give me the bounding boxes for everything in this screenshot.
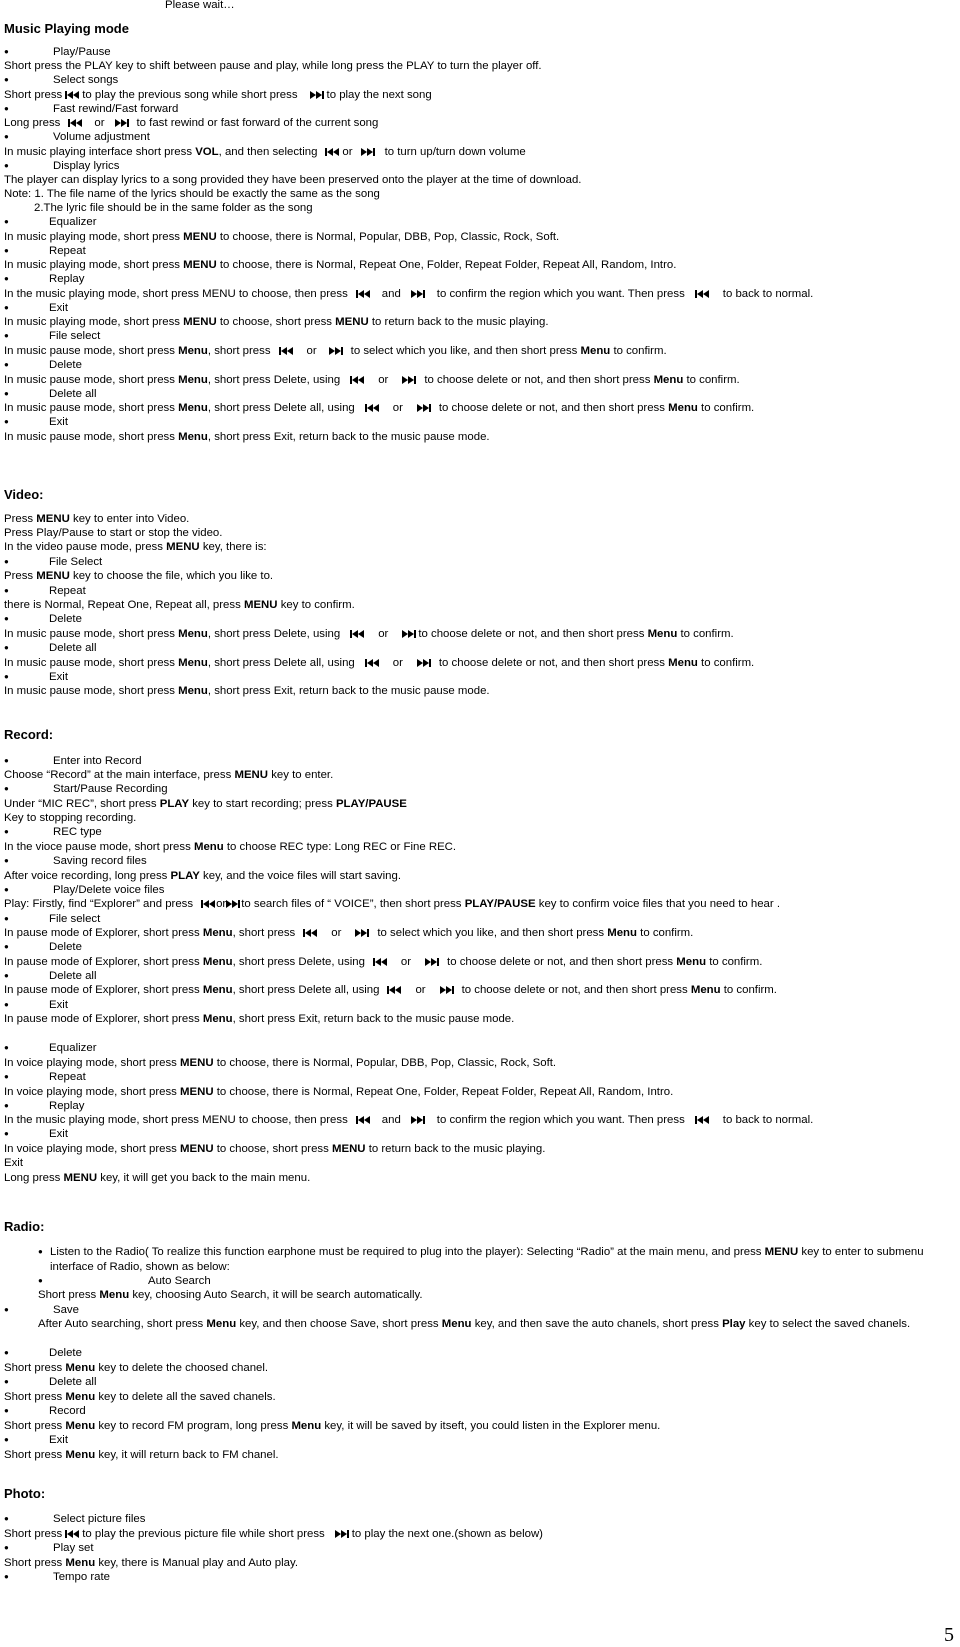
bullet-radio-record: ● Record <box>4 1404 86 1419</box>
skip-forward-icon <box>411 289 425 299</box>
record-exit-3-text: Long press MENU key, it will get you back to the main menu. <box>4 1172 311 1184</box>
bullet-record-file-select: ● File select <box>4 912 100 927</box>
replay-text: In the music playing mode, short press MENU to choose, then press and to confirm the region which you want. Then press to back to normal. <box>4 288 814 300</box>
bullet-record-exit-2: ● Exit <box>4 1127 68 1142</box>
record-exit-text: In pause mode of Explorer, short press Menu, short press Exit, return back to the music pause mode. <box>4 1013 515 1025</box>
video-delete-all-text: In music pause mode, short press Menu, short press Delete all, using or to choose delete or not, and then short press Menu to confirm. <box>4 657 755 669</box>
radio-delete-all-text: Short press Menu key to delete all the saved chanels. <box>4 1391 276 1403</box>
skip-back-icon <box>387 985 401 995</box>
skip-forward-icon <box>226 899 240 909</box>
bullet-fast-forward: ● Fast rewind/Fast forward <box>4 102 178 117</box>
skip-back-icon <box>303 928 317 938</box>
record-equalizer-text: In voice playing mode, short press MENU to choose, there is Normal, Popular, DBB, Pop, Classic, Rock, Soft. <box>4 1057 557 1069</box>
bullet-rec-type: ● REC type <box>4 825 102 840</box>
lyrics-text: The player can display lyrics to a song provided they have been preserved onto the player at the time of download. <box>4 174 582 186</box>
bullet-replay: ● Replay <box>4 272 84 287</box>
skip-back-icon <box>695 289 709 299</box>
save-text: After Auto searching, short press Menu key, and then choose Save, short press Menu key, and then save the auto chanels, short press Play key to select the saved chanels. <box>38 1318 911 1330</box>
lyrics-note-1: Note: 1. The file name of the lyrics should be exactly the same as the song <box>4 188 380 200</box>
bullet-radio-exit: ● Exit <box>4 1433 68 1448</box>
rec-type-text: In the vioce pause mode, short press Menu to choose REC type: Long REC or Fine REC. <box>4 841 457 853</box>
skip-back-icon <box>373 957 387 967</box>
skip-forward-icon <box>417 658 431 668</box>
page-number: 5 <box>944 1624 954 1646</box>
record-repeat-text: In voice playing mode, short press MENU to choose, there is Normal, Repeat One, Folder, Repeat Folder, Repeat All, Random, Intro. <box>4 1086 674 1098</box>
skip-forward-icon <box>402 629 416 639</box>
play-delete-voice-text: Play: Firstly, find “Explorer” and press or to search files of “ VOICE”, then short press PLAY/PAUSE key to confirm voice files that you need to hear . <box>4 898 780 910</box>
skip-forward-icon <box>310 90 324 100</box>
skip-back-icon <box>365 658 379 668</box>
skip-back-icon <box>356 289 370 299</box>
skip-forward-icon <box>335 1529 349 1539</box>
equalizer-text: In music playing mode, short press MENU to choose, there is Normal, Popular, DBB, Pop, Classic, Rock, Soft. <box>4 231 560 243</box>
saving-record-text: After voice recording, long press PLAY key, and the voice files will start saving. <box>4 870 401 882</box>
select-songs-text: Short press to play the previous song while short press to play the next song <box>4 89 432 101</box>
bullet-delete: ● Delete <box>4 358 82 373</box>
skip-back-icon <box>695 1115 709 1125</box>
video-section-title: Video: <box>4 487 44 502</box>
record-delete-text: In pause mode of Explorer, short press Menu, short press Delete, using or to choose delete or not, and then short press Menu to confirm. <box>4 956 763 968</box>
bullet-record-replay: ● Replay <box>4 1099 84 1114</box>
exit-pause-text: In music pause mode, short press Menu, short press Exit, return back to the music pause mode. <box>4 431 490 443</box>
enter-record-text: Choose “Record” at the main interface, press MENU key to enter. <box>4 769 334 781</box>
bullet-select-songs: ● Select songs <box>4 73 118 88</box>
bullet-file-select: ● File select <box>4 329 100 344</box>
bullet-equalizer: ● Equalizer <box>4 215 97 230</box>
start-recording-text: Under “MIC REC”, short press PLAY key to start recording; press PLAY/PAUSE <box>4 798 407 810</box>
video-line-2: Press Play/Pause to start or stop the video. <box>4 527 223 539</box>
video-line-3: In the video pause mode, press MENU key, there is: <box>4 541 267 553</box>
bullet-display-lyrics: ● Display lyrics <box>4 159 119 174</box>
play-pause-text: Short press the PLAY key to shift between pause and play, while long press the PLAY to turn the player off. <box>4 60 542 72</box>
bullet-video-delete-all: ● Delete all <box>4 641 97 656</box>
select-picture-text: Short press to play the previous picture file while short press to play the next one.(shown as below) <box>4 1528 543 1540</box>
skip-back-icon <box>68 118 82 128</box>
skip-forward-icon <box>355 928 369 938</box>
bullet-play-pause: ● Play/Pause <box>4 45 111 60</box>
photo-section-title: Photo: <box>4 1486 46 1501</box>
bullet-video-exit: ● Exit <box>4 670 68 685</box>
bullet-save: ● Save <box>4 1303 79 1318</box>
exit-text: In music playing mode, short press MENU to choose, short press MENU to return back to the music playing. <box>4 316 549 328</box>
record-replay-text: In the music playing mode, short press MENU to choose, then press and to confirm the region which you want. Then press to back to normal. <box>4 1114 814 1126</box>
bullet-video-repeat: ● Repeat <box>4 584 86 599</box>
bullet-tempo-rate: ● Tempo rate <box>4 1570 110 1585</box>
lyrics-note-2: 2.The lyric file should be in the same folder as the song <box>34 202 313 214</box>
bullet-radio-delete: ● Delete <box>4 1346 82 1361</box>
bullet-play-set: ● Play set <box>4 1541 94 1556</box>
bullet-record-delete: ● Delete <box>4 940 82 955</box>
video-line-1: Press MENU key to enter into Video. <box>4 513 190 525</box>
skip-back-icon <box>65 1529 79 1539</box>
record-section-title: Record: <box>4 727 54 742</box>
bullet-record-equalizer: ● Equalizer <box>4 1041 97 1056</box>
fast-forward-text: Long press or to fast rewind or fast forward of the current song <box>4 117 379 129</box>
skip-forward-icon <box>411 1115 425 1125</box>
bullet-record-exit: ● Exit <box>4 998 68 1013</box>
skip-back-icon <box>350 629 364 639</box>
skip-back-icon <box>365 403 379 413</box>
bullet-play-delete-voice: ● Play/Delete voice files <box>4 883 164 898</box>
skip-forward-icon <box>417 403 431 413</box>
skip-back-icon <box>201 899 215 909</box>
radio-exit-text: Short press Menu key, it will return back to FM chanel. <box>4 1449 279 1461</box>
skip-forward-icon <box>402 375 416 385</box>
bullet-select-picture: ● Select picture files <box>4 1512 145 1527</box>
skip-back-icon <box>356 1115 370 1125</box>
volume-text: In music playing interface short press VOL, and then selecting or to turn up/turn down volume <box>4 146 526 158</box>
bullet-auto-search: ● Auto Search <box>38 1274 211 1289</box>
skip-forward-icon <box>440 985 454 995</box>
record-exit-3-label: Exit <box>4 1157 23 1169</box>
bullet-exit: ● Exit <box>4 301 68 316</box>
bullet-enter-record: ● Enter into Record <box>4 754 142 769</box>
stop-recording-text: Key to stopping recording. <box>4 812 137 824</box>
repeat-text: In music playing mode, short press MENU to choose, there is Normal, Repeat One, Folder, Repeat Folder, Repeat All, Random, Intro. <box>4 259 677 271</box>
video-delete-text: In music pause mode, short press Menu, short press Delete, using or to choose delete or not, and then short press Menu to confirm. <box>4 628 734 640</box>
bullet-volume: ● Volume adjustment <box>4 130 150 145</box>
video-file-select-text: Press MENU key to choose the file, which you like to. <box>4 570 274 582</box>
bullet-start-pause-recording: ● Start/Pause Recording <box>4 782 168 797</box>
bullet-record-repeat: ● Repeat <box>4 1070 86 1085</box>
record-delete-all-text: In pause mode of Explorer, short press Menu, short press Delete all, using or to choose delete or not, and then short press Menu to confirm. <box>4 984 777 996</box>
radio-delete-text: Short press Menu key to delete the choosed chanel. <box>4 1362 269 1374</box>
please-wait-text: Please wait… <box>165 0 235 11</box>
bullet-video-file-select: ● File Select <box>4 555 102 570</box>
file-select-text: In music pause mode, short press Menu, short press or to select which you like, and then short press Menu to confirm. <box>4 345 667 357</box>
play-set-text: Short press Menu key, there is Manual play and Auto play. <box>4 1557 299 1569</box>
bullet-exit-pause: ● Exit <box>4 415 68 430</box>
record-file-select-text: In pause mode of Explorer, short press Menu, short press or to select which you like, and then short press Menu to confirm. <box>4 927 694 939</box>
delete-all-text: In music pause mode, short press Menu, short press Delete all, using or to choose delete or not, and then short press Menu to confirm. <box>4 402 755 414</box>
radio-record-text: Short press Menu key to record FM program, long press Menu key, it will be saved by itseft, you could listen in the Explorer menu. <box>4 1420 661 1432</box>
video-repeat-text: there is Normal, Repeat One, Repeat all, press MENU key to confirm. <box>4 599 355 611</box>
auto-search-text: Short press Menu key, choosing Auto Search, it will be search automatically. <box>38 1289 423 1301</box>
bullet-saving-record: ● Saving record files <box>4 854 147 869</box>
music-section-title: Music Playing mode <box>4 21 129 36</box>
skip-back-icon <box>350 375 364 385</box>
record-exit-2-text: In voice playing mode, short press MENU to choose, short press MENU to return back to the music playing. <box>4 1143 546 1155</box>
skip-forward-icon <box>361 147 375 157</box>
bullet-video-delete: ● Delete <box>4 612 82 627</box>
skip-forward-icon <box>425 957 439 967</box>
bullet-radio-delete-all: ● Delete all <box>4 1375 97 1390</box>
video-exit-text: In music pause mode, short press Menu, short press Exit, return back to the music pause mode. <box>4 685 490 697</box>
bullet-delete-all: ● Delete all <box>4 387 97 402</box>
delete-text: In music pause mode, short press Menu, short press Delete, using or to choose delete or not, and then short press Menu to confirm. <box>4 374 740 386</box>
skip-back-icon <box>325 147 339 157</box>
bullet-repeat: ● Repeat <box>4 244 86 259</box>
skip-back-icon <box>279 346 293 356</box>
skip-forward-icon <box>329 346 343 356</box>
skip-forward-icon <box>115 118 129 128</box>
bullet-record-delete-all: ● Delete all <box>4 969 97 984</box>
skip-back-icon <box>65 90 79 100</box>
bullet-listen-radio: ● Listen to the Radio( To realize this function earphone must be required to plug into the player): Selecting “Radio” at the main menu, and press MENU key to enter to submenu interface of Radio, shown as below: <box>38 1245 960 1275</box>
radio-section-title: Radio: <box>4 1219 45 1234</box>
